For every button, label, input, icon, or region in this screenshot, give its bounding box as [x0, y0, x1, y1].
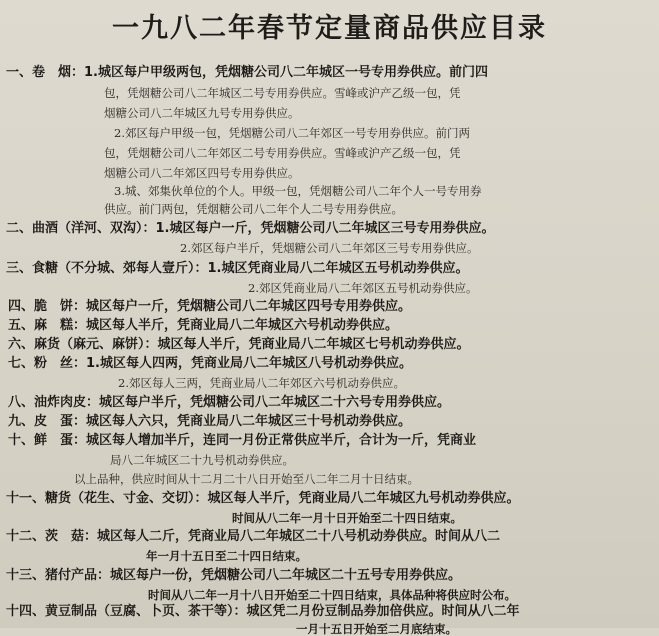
item-2-line-1: 二、曲酒（洋河、双沟）：1.城区每户一斤，凭烟糖公司八二年城区三号专用券供应。: [6, 221, 495, 236]
item-13-line-1: 十三、猪付产品：城区每户一份，凭烟糖公司八二年城区二十五号专用券供应。: [6, 568, 462, 583]
item-3-line-1: 三、食糖（不分城、郊每人壹斤）：1.城区凭商业局八二年城区五号机动券供应。: [6, 261, 469, 276]
item-14-line-2: 一月十五日开始至二月底结束。: [296, 622, 457, 636]
item-10-line-1: 十、鲜 蛋：城区每人增加半斤，连同一月份正常供应半斤，合计为一斤，凭商业: [8, 433, 477, 448]
item-14-line-1: 十四、黄豆制品（豆腐、卜页、茶干等）：城区凭二月份豆制品券加倍供应。时间从八二年: [6, 604, 520, 619]
item-6-line: 六、麻货（麻元、麻饼）：城区每人半斤，凭商业局八二年城区七号机动券供应。: [8, 337, 470, 352]
item-8-line: 八、油炸肉皮：城区每户半斤，凭烟糖公司八二年城区二十六号专用券供应。: [8, 395, 451, 410]
item-1-line-6: 烟糖公司八二年郊区四号专用券供应。: [104, 166, 300, 180]
item-11-line-1: 十一、糖货（花生、寸金、交切）：城区每人半斤，凭商业局八二年城区九号机动券供应。: [6, 491, 520, 506]
item-13-line-2: 时间从八二年一月十八日开始至二十四日结束，具体品种将供应时公布。: [148, 588, 516, 602]
item-7-line-2: 2.郊区每人三两，凭商业局八二年郊区六号机动券供应。: [118, 376, 405, 390]
item-2-line-2: 2.郊区每户半斤，凭烟糖公司八二年郊区三号专用券供应。: [180, 241, 479, 255]
item-1-line-7: 3.城、郊集伙单位的个人。甲级一包，凭烟糖公司八二年个人一号专用券: [114, 184, 482, 198]
item-1-line-2: 包，凭烟糖公司八二年城区二号专用券供应。雪峰或沪产乙级一包，凭: [104, 86, 461, 100]
item-10-line-2: 局八二年城区二十九号机动券供应。: [110, 453, 294, 467]
document-title: 一九八二年春节定量商品供应目录: [112, 13, 547, 44]
item-1-line-3: 烟糖公司八二年城区九号专用券供应。: [104, 106, 300, 120]
summary-note: 以上品种，供应时间从十二月二十八日开始至八二年二月十日结束。: [74, 472, 419, 486]
item-9-line: 九、皮 蛋：城区每人六只，凭商业局八二年城区三十号机动券供应。: [8, 414, 412, 429]
item-1-line-5: 包，凭烟糖公司八二年郊区二号专用券供应。雪峰或沪产乙级一包，凭: [104, 146, 461, 160]
item-1-line-4: 2.郊区每户甲级一包，凭烟糖公司八二年郊区一号专用券供应。前门两: [114, 126, 470, 140]
item-12-line-2: 年一月十五日至二十四日结束。: [146, 549, 307, 563]
item-11-line-2: 时间从八二年一月十日开始至二十四日结束。: [232, 511, 462, 525]
item-3-line-2: 2.郊区凭商业局八二年郊区五号机动券供应。: [248, 281, 478, 295]
item-5-line: 五、麻 糕：城区每人半斤，凭商业局八二年城区六号机动券供应。: [8, 318, 399, 333]
item-12-line-1: 十二、茨 菇：城区每人二斤，凭商业局八二年城区二十八号机动券供应。时间从八二: [6, 529, 501, 544]
item-1-line-8: 供应。前门两包，凭烟糖公司八二年个人二号专用券供应。: [104, 202, 403, 216]
item-7-line-1: 七、粉 丝：1.城区每人四两，凭商业局八二年城区八号机动券供应。: [8, 356, 412, 371]
item-1-line-1: 一、卷 烟：1.城区每户甲级两包，凭烟糖公司八二年城区一号专用券供应。前门四: [6, 65, 488, 80]
item-4-line: 四、脆 饼：城区每户一斤，凭烟糖公司八二年城区四号专用券供应。: [8, 299, 412, 314]
